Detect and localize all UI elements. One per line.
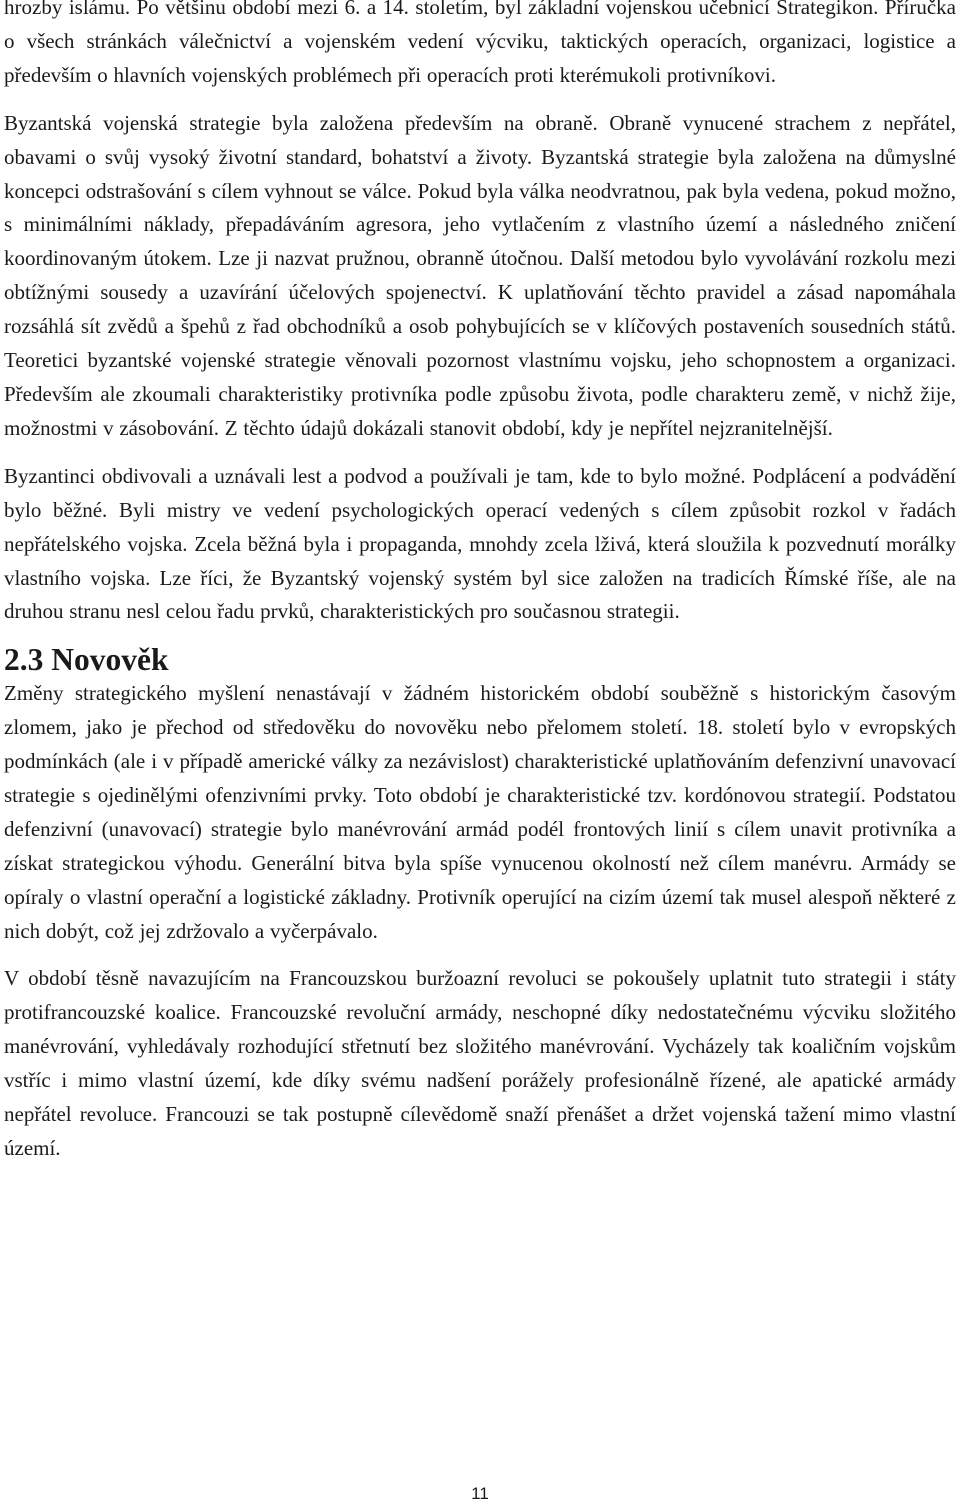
document-page: [4, 0, 956, 1166]
paragraph-byzantine-strategy: Byzantská vojenská strategie byla založena především na obraně. Obraně vynucené strachem z nepřátel, obavami o svůj vysoký životní standard, bohatství a životy. Byzantská strategie byla založena na důmyslné koncepci odstrašování s cílem vyhnout se válce. Pokud byla válka neodvratnou, pak byla vedena, pokud možno, s minimálními náklady, přepadáváním agresora, jeho vytlačením z vlastního území a následného zničení koordinovaným útokem. Lze ji nazvat pružnou, obranně útočnou. Další metodou bylo vyvolávání rozkolu mezi obtížnými sousedy a uzavírání účelových spojenectví. K uplatňování těchto pravidel a zásad napomáhala rozsáhlá sít zvědů a špehů z řad obchodníků a osob pohybujících se v klíčových postaveních sousedních států. Teoretici byzantské vojenské strategie věnovali pozornost vlastnímu vojsku, jeho schopnostem a organizaci. Především ale zkoumali charakteristiky protivníka podle způsobu života, podle charakteru země, v nichž žije, možnostmi v zásobování. Z těchto údajů dokázali stanovit období, kdy je nepřítel nejzranitelnější.: [4, 110, 956, 440]
paragraph-byzantine-deception: Byzantinci obdivovali a uznávali lest a podvod a používali je tam, kde to bylo možné. Podplácení a podvádění bylo běžné. Byli mistry ve vedení psychologických operací vedených s cílem způsobit rozkol v řadách nepřátelského vojska. Zcela běžná byla i propaganda, mnohdy zcela lživá, která sloužila k pozvednutí morálky vlastního vojska. Lze říci, že Byzantský vojenský systém byl sice založen na tradicích Římské říše, ale na druhou stranu nesl celou řadu prvků, charakteristických pro současnou strategii.: [4, 463, 956, 624]
page-number: 11: [471, 1484, 489, 1503]
section-heading: 2.3 Novověk: [4, 642, 169, 678]
paragraph-modern-strategy: Změny strategického myšlení nenastávají v žádném historickém období souběžně s historickým časovým zlomem, jako je přechod od středověku do novověku nebo přelomem století. 18. století bylo v evropských podmínkách (ale i v případě americké války za nezávislost) charakteristické uplatňováním defenzivní unavovací strategie s ojedinělými ofenzivními prvky. Toto období je charakteristické tzv. kordónovou strategií. Podstatou defenzivní (unavovací) strategie bylo manévrování armád podél frontových linií s cílem unavit protivníka a získat strategickou výhodu. Generální bitva byla spíše vynucenou okolností než cílem manévru. Armády se opíraly o vlastní operační a logistické základny. Protivník operující na cizím území tak musel alespoň některé z nich dobýt, což jej zdržovalo a vyčerpávalo.: [4, 681, 956, 943]
paragraph-french-revolution: V období těsně navazujícím na Francouzskou buržoazní revoluci se pokoušely uplatnit tuto strategii i státy protifrancouzské koalice. Francouzské revoluční armády, neschopné díky nedostatečnému výcviku složitého manévrování, vyhledávaly rozhodující střetnutí bez složitého manévrování. Vycházely tak koaličním vojskům vstříc i mimo vlastní území, kde díky svému nadšení porážely profesionálně řízené, ale apatické armády nepřátel revoluce. Francouzi se tak postupně cílevědomě snaží přenášet a držet vojenská tažení mimo vlastní území.: [4, 966, 956, 1160]
paragraph-strategikon: hrozby islámu. Po většinu období mezi 6. a 14. stoletím, byl základní vojenskou učebnicí Strategikon. Příručka o všech stránkách válečnictví a vojenském vedení výcviku, taktických operacích, organizaci, logistice a především o hlavních vojenských problémech při operacích proti kterémukoli protivníkovi.: [4, 0, 956, 87]
